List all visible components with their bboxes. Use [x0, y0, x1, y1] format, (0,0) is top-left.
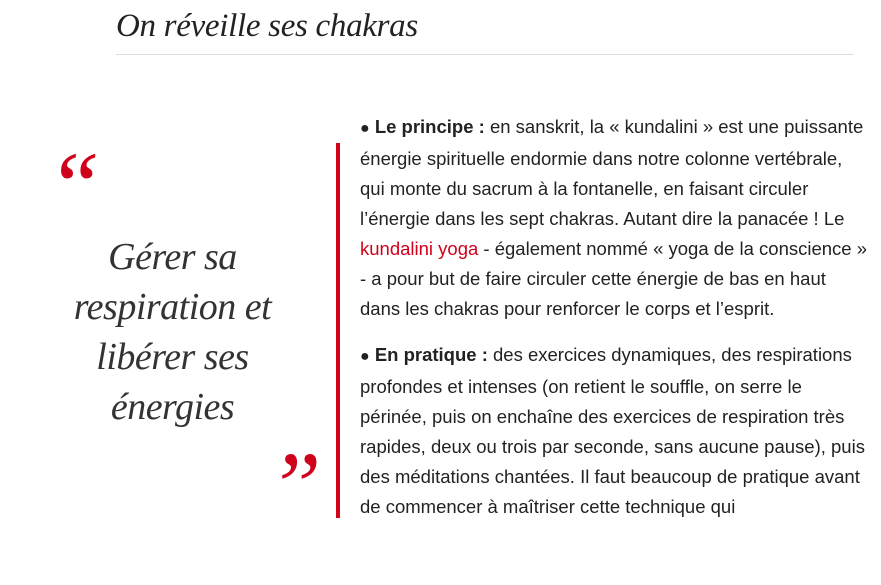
article-body [360, 112, 870, 538]
kundalini-yoga-link[interactable]: kundalini yoga [360, 238, 479, 259]
principle-text-continued: - également nommé « yoga de la conscience » - a pour but de faire circuler cette énergie de bas en haut dans les chakras pour renforcer le corps et l’esprit. [360, 238, 868, 319]
practice-text: des exercices dynamiques, des respirations profondes et intenses (on retient le souffle, on serre le périnée, puis on enchaîne des exercices de respiration très rapides, deux ou trois par seconde, sans aucune pause), puis des méditations chantées. Il faut beaucoup de pratique avant de commencer à maîtriser cette technique qui [360, 344, 865, 517]
bullet-icon: ● [360, 348, 370, 365]
section-heading: On réveille ses chakras [116, 8, 418, 44]
principle-label: Le principe : [374, 116, 485, 137]
bullet-icon: ● [360, 120, 370, 137]
practice-label: En pratique : [374, 344, 488, 365]
principle-paragraph [360, 112, 870, 324]
close-quote-mark: ” [268, 432, 322, 539]
pull-quote-divider [336, 143, 340, 518]
pull-quote-text: Gérer sa respiration et libérer ses énergies [73, 236, 272, 428]
heading-divider [116, 54, 854, 55]
practice-paragraph [360, 340, 870, 522]
principle-text: en sanskrit, la « kundalini » est une puissante énergie spirituelle endormie dans notre colonne vertébrale, qui monte du sacrum à la fontanelle, en faisant circuler l’énergie dans les sept chakras. Autant dire la panacée ! Le [360, 116, 864, 229]
open-quote-mark: “ [47, 132, 101, 239]
